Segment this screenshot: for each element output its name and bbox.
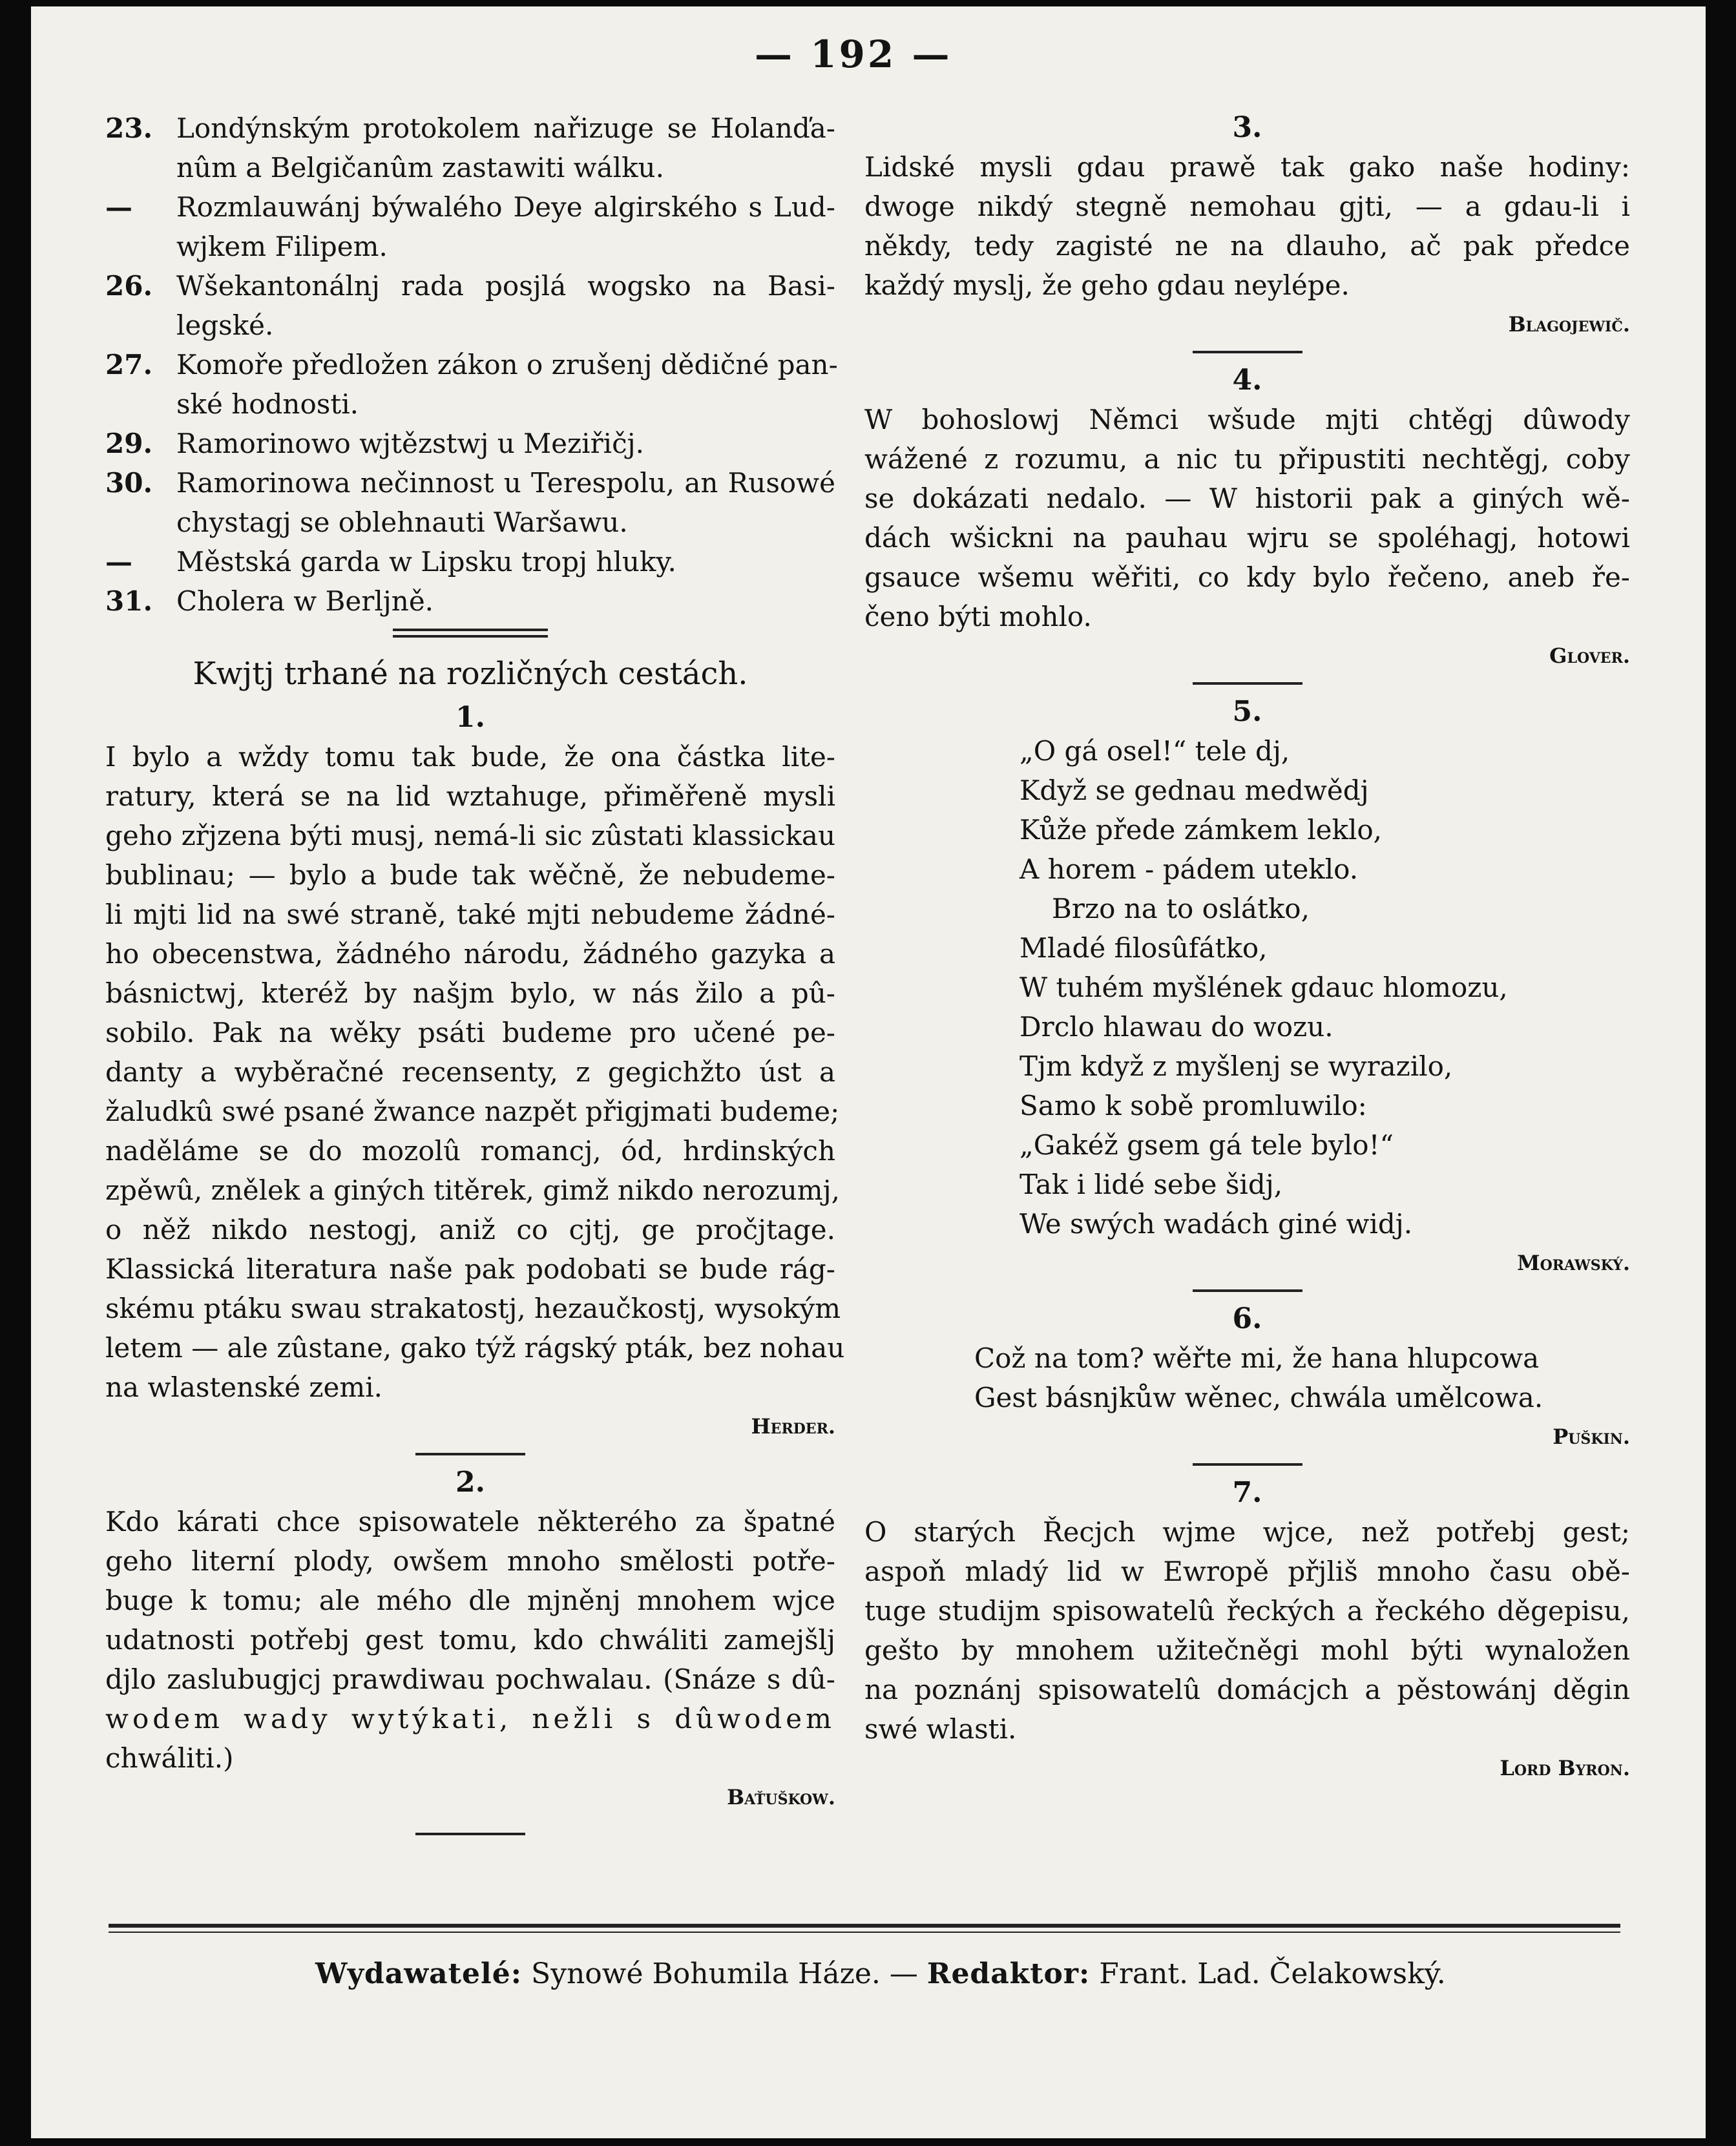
- chronicle-entry: [105, 345, 838, 384]
- chronicle-entry: [105, 542, 835, 581]
- verse-line: Když se gednau medwědj: [1020, 775, 1369, 806]
- entry-number: 30.: [105, 467, 153, 499]
- text-line: každý myslj, že geho gdau neylépe.: [864, 269, 1350, 301]
- section-1: [105, 698, 845, 1455]
- entry-line: ské hodnosti.: [176, 388, 359, 420]
- text-line: letem — ale zûstane, gako týž rágský pták, bez nohau: [105, 1332, 845, 1364]
- author-signature: Lord Byron.: [1500, 1756, 1630, 1780]
- page-number: — 192 —: [755, 32, 952, 76]
- text-line: tuge studijm spisowatelû řeckých a řeckého děgepisu,: [864, 1595, 1630, 1627]
- page: [31, 6, 1706, 2138]
- entry-number: 26.: [105, 270, 153, 302]
- author-signature: Glover.: [1549, 643, 1630, 668]
- text-line: W bohoslowj Němci wšude mjti chtěgj dûwody: [864, 404, 1630, 435]
- text-line: na poznánj spisowatelû domácjch a pěstowánj děgin: [864, 1674, 1630, 1705]
- section-number: 6.: [1232, 1302, 1262, 1335]
- entry-line: legské.: [176, 309, 274, 341]
- text-line: dách wšickni na pauhau wjru se spoléhagj, hotowi: [864, 522, 1630, 554]
- section-rule: [1193, 1289, 1302, 1292]
- text-line: Kdo kárati chce spisowatele některého za špatné: [105, 1506, 835, 1537]
- verse-line: „Gakéž gsem gá tele bylo!“: [1020, 1129, 1394, 1161]
- entry-number: —: [105, 191, 132, 223]
- text-line: se dokázati nedalo. — W historii pak a giných wě-: [864, 483, 1630, 514]
- editor-name: Frant. Lad. Čelakowský.: [1099, 1957, 1446, 1990]
- double-rule: [393, 629, 548, 638]
- section-6: [864, 1300, 1630, 1466]
- entry-line: Ramorinowa nečinnost u Terespolu, an Rusowé: [176, 467, 835, 499]
- text-line: li mjti lid na swé straně, také mjti nebudeme žádné-: [105, 899, 835, 930]
- section-rule: [1193, 351, 1302, 353]
- verse-line: Mladé filosûfátko,: [1020, 932, 1268, 964]
- editor-label: Redaktor:: [926, 1957, 1091, 1990]
- section-rule: [1193, 682, 1302, 685]
- text-line: skému ptáku swau strakatostj, hezaučkostj, wysokým: [105, 1293, 841, 1324]
- entry-line: Wšekantonálnj rada posjlá wogsko na Basi-: [176, 270, 835, 302]
- text-line: wážené z rozumu, a nic tu připustiti nechtěgj, coby: [864, 443, 1630, 475]
- poem: [864, 731, 1630, 1244]
- text-line: gsauce wšemu wěřiti, co kdy bylo řečeno, aneb ře-: [864, 561, 1630, 593]
- chronicle-entry: [105, 581, 835, 621]
- entry-number: —: [105, 546, 132, 578]
- section-number: 4.: [1232, 364, 1262, 397]
- verse-line: Samo k sobě promluwilo:: [1020, 1090, 1367, 1121]
- entry-line: Městská garda w Lipsku tropj hluky.: [176, 546, 676, 578]
- text-line: ratury, která se na lid wztahuge, přiměřeně mysli: [105, 780, 835, 812]
- text-line: o něž nikdo nestogj, aniž co cjtj, ge pročjtage.: [105, 1214, 835, 1245]
- verse-line: A horem - pádem uteklo.: [1020, 853, 1359, 885]
- verse-line: „O gá osel!“ tele dj,: [1020, 735, 1290, 767]
- verse-line: Což na tom? wěřte mi, že hana hlupcowa: [974, 1342, 1540, 1374]
- verse-line: Kůže přede zámkem leklo,: [1020, 814, 1383, 846]
- text-line: Lidské mysli gdau prawě tak gako naše hodiny:: [864, 151, 1630, 183]
- poem: [864, 1339, 1630, 1417]
- entry-line: wjkem Filipem.: [176, 231, 388, 262]
- section-number: 5.: [1232, 695, 1262, 728]
- verse-line: Gest básnjkůw wěnec, chwála umělcowa.: [974, 1382, 1543, 1413]
- text-line: žaludkû swé psané žwance nazpět přigjmati budeme;: [105, 1096, 840, 1127]
- section-2: [105, 1463, 835, 1835]
- verse-line: Tjm když z myšlenj se wyrazilo,: [1020, 1050, 1453, 1082]
- publisher-label: Wydawatelé:: [315, 1957, 522, 1990]
- section-rule: [1193, 1463, 1302, 1466]
- text-line: gešto by mnohem užitečněgi mohl býti wynaložen: [864, 1634, 1630, 1666]
- text-line: básnictwj, kteréž by našjm bylo, w nás žilo a pû-: [105, 977, 835, 1009]
- verse-line: Brzo na to oslátko,: [1052, 893, 1310, 924]
- entry-number: 27.: [105, 349, 153, 380]
- section-7: [864, 1474, 1630, 1788]
- entry-line: Londýnským protokolem nařizuge se Holanďa-: [176, 112, 835, 144]
- section-3: [864, 109, 1630, 353]
- text-line: někdy, tedy zagisté ne na dlauho, ač pak předce: [864, 230, 1630, 262]
- text-line: Klassická literatura naše pak podobati se bude rág-: [105, 1253, 835, 1285]
- author-signature: Baťuškow.: [727, 1785, 835, 1809]
- section-number: 2.: [455, 1466, 485, 1499]
- text-line: zpěwû, znělek a giných titěrek, gimž nikdo nerozumj,: [105, 1174, 840, 1206]
- section-4: [864, 361, 1630, 685]
- text-line: danty a wyběračné recensenty, z gegichžto úst a: [105, 1056, 835, 1088]
- text-line: djlo zaslubugjcj prawdiwau pochwalau. (Snáze s dû-: [105, 1663, 835, 1695]
- entry-line: Komoře předložen zákon o zrušenj dědičné pan-: [176, 349, 838, 380]
- entry-number: 29.: [105, 428, 153, 459]
- section-rule: [415, 1833, 525, 1835]
- imprint-dash: —: [889, 1957, 918, 1990]
- verse-line: Tak i lidé sebe šidj,: [1020, 1169, 1283, 1200]
- author-signature: Puškin.: [1553, 1424, 1630, 1449]
- entry-number: 23.: [105, 112, 153, 144]
- section-rule: [415, 1453, 525, 1455]
- entry-line: Rozmlauwánj býwalého Deye algirského s Lud-: [176, 191, 835, 223]
- text-line: chwáliti.): [105, 1742, 234, 1774]
- imprint: [315, 1957, 1446, 1990]
- text-line: naděláme se do mozolû romancj, ód, hrdinských: [105, 1135, 835, 1167]
- text-line: čeno býti mohlo.: [864, 601, 1092, 632]
- text-line: na wlastenské zemi.: [105, 1371, 383, 1403]
- chronicle-entry: [105, 463, 835, 503]
- verse-line: We swých wadách giné widj.: [1020, 1208, 1413, 1240]
- text-line: aspoň mladý lid w Ewropě přjliš mnoho času obě-: [864, 1556, 1630, 1587]
- text-line: sobilo. Pak na wěky psáti budeme pro učené pe-: [105, 1017, 835, 1048]
- right-column: [864, 109, 1630, 1788]
- entry-line: Cholera w Berljně.: [176, 585, 434, 617]
- section-number: 3.: [1232, 111, 1262, 144]
- section-number: 7.: [1232, 1476, 1262, 1509]
- text-line: udatnosti potřebj gest tomu, kdo chwáliti zamejšlj: [105, 1624, 835, 1656]
- entry-line: nûm a Belgičanûm zastawiti wálku.: [176, 152, 664, 183]
- text-line: I bylo a wždy tomu tak bude, že ona částka lite-: [105, 741, 835, 773]
- author-signature: Blagojewič.: [1508, 312, 1630, 337]
- text-line: bublinau; — bylo a bude tak wěčně, že nebudeme-: [105, 859, 835, 891]
- verse-line: Drclo hlawau do wozu.: [1020, 1011, 1333, 1043]
- left-column: [105, 109, 845, 1843]
- text-line: ho obecenstwa, žádného národu, žádného gazyka a: [105, 938, 835, 970]
- text-line: geho zřjzena býti musj, nemá-li sic zûstati klassickau: [105, 820, 835, 851]
- text-line: O starých Řecjch wjme wjce, než potřebj gest;: [864, 1516, 1630, 1548]
- author-signature: Herder.: [751, 1414, 835, 1439]
- text-line: wodem wady wytýkati, nežli s dûwodem: [105, 1703, 835, 1735]
- chronicle: [105, 109, 838, 621]
- section-number: 1.: [455, 701, 485, 734]
- text-line: geho literní plody, owšem mnoho smělosti potře-: [105, 1545, 835, 1577]
- chronicle-entry: [105, 109, 835, 148]
- entry-number: 31.: [105, 585, 153, 617]
- footer-rule-thin: [109, 1932, 1620, 1933]
- entry-line: Ramorinowo wjtězstwj u Meziřičj.: [176, 428, 644, 459]
- footer-rule-thick: [109, 1924, 1620, 1928]
- publisher-name: Synowé Bohumila Háze.: [530, 1957, 881, 1990]
- text-line: buge k tomu; ale mého dle mjněnj mnohem wjce: [105, 1585, 835, 1616]
- chronicle-entry: [105, 187, 835, 227]
- text-line: dwoge nikdý stegně nemohau gjti, — a gdau-li i: [864, 191, 1630, 222]
- chronicle-entry: [105, 424, 835, 463]
- section-5: [864, 693, 1630, 1292]
- verse-line: W tuhém myšlének gdauc hlomozu,: [1020, 972, 1508, 1003]
- chronicle-entry: [105, 266, 835, 306]
- entry-line: chystagj se oblehnauti Waršawu.: [176, 506, 628, 538]
- text-line: swé wlasti.: [864, 1713, 1017, 1745]
- article-title: Kwjtj trhané na rozličných cestách.: [193, 656, 748, 692]
- author-signature: Morawský.: [1517, 1251, 1630, 1275]
